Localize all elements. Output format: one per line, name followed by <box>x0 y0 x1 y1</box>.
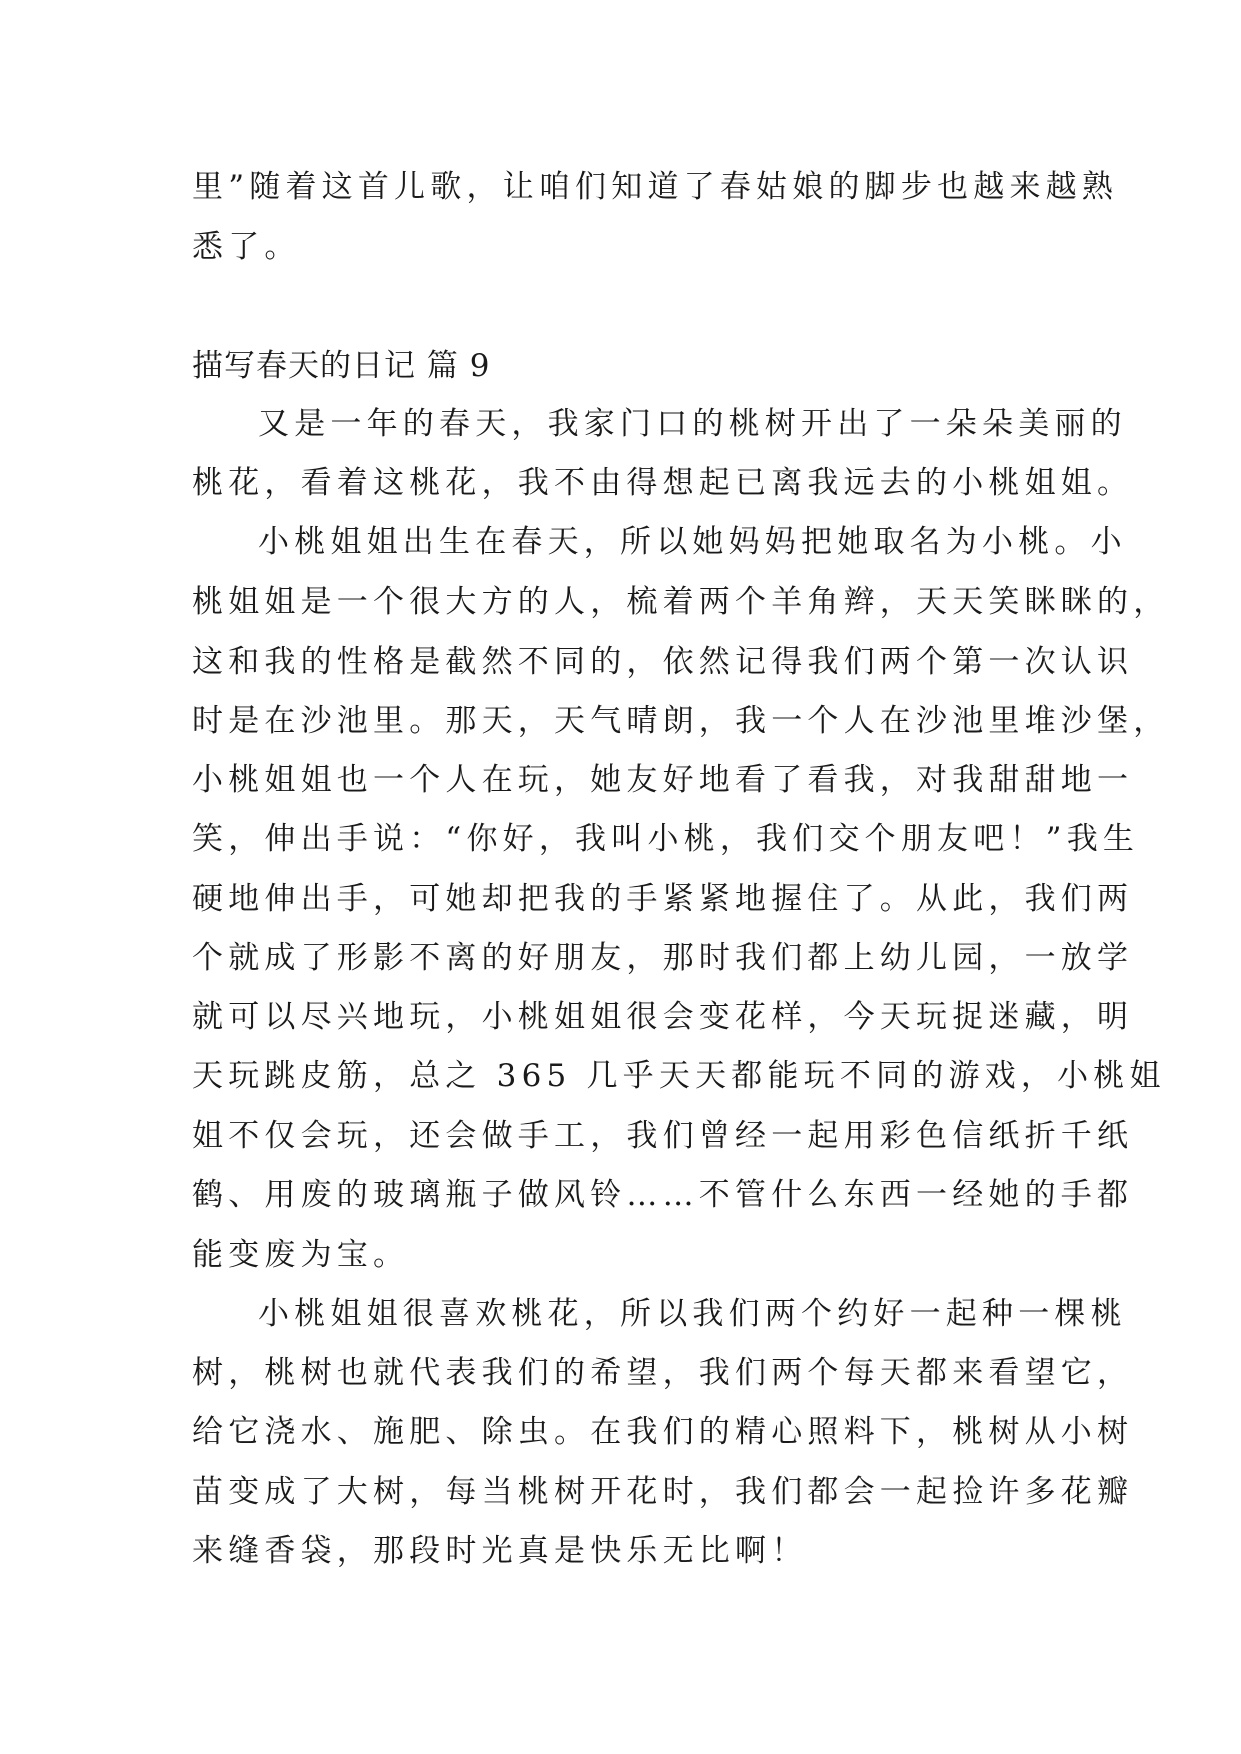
paragraph-2-line-11: 姐不仅会玩，还会做手工，我们曾经一起用彩色信纸折千纸 <box>192 1118 1134 1154</box>
paragraph-2-line-5: 小桃姐姐也一个人在玩，她友好地看了看我，对我甜甜地一 <box>192 762 1134 798</box>
paragraph-3-line-1: 小桃姐姐很喜欢桃花，所以我们两个约好一起种一棵桃 <box>258 1296 1127 1332</box>
paragraph-2-line-10: 天玩跳皮筋，总之 365 几乎天天都能玩不同的游戏，小桃姐 <box>192 1058 1166 1094</box>
intro-line-1: 里”随着这首儿歌，让咱们知道了春姑娘的脚步也越来越熟 <box>192 169 1119 205</box>
paragraph-2-line-9: 就可以尽兴地玩，小桃姐姐很会变花样，今天玩捉迷藏，明 <box>192 999 1134 1035</box>
section-heading: 描写春天的日记 篇 9 <box>192 348 491 384</box>
paragraph-2-line-6: 笑，伸出手说：“你好，我叫小桃，我们交个朋友吧！”我生 <box>192 821 1140 857</box>
intro-line-2: 悉了。 <box>192 229 301 265</box>
paragraph-1-line-2: 桃花，看着这桃花，我不由得想起已离我远去的小桃姐姐。 <box>192 465 1134 501</box>
paragraph-3-line-3: 给它浇水、施肥、除虫。在我们的精心照料下，桃树从小树 <box>192 1414 1134 1450</box>
paragraph-3-line-4: 苗变成了大树，每当桃树开花时，我们都会一起捡许多花瓣 <box>192 1474 1134 1510</box>
paragraph-3-line-2: 树，桃树也就代表我们的希望，我们两个每天都来看望它， <box>192 1355 1134 1391</box>
paragraph-2-line-4: 时是在沙池里。那天，天气晴朗，我一个人在沙池里堆沙堡， <box>192 703 1170 739</box>
paragraph-2-line-2: 桃姐姐是一个很大方的人，梳着两个羊角辫，天天笑眯眯的， <box>192 584 1170 620</box>
paragraph-2-line-13: 能变废为宝。 <box>192 1237 410 1273</box>
paragraph-2-line-1: 小桃姐姐出生在春天，所以她妈妈把她取名为小桃。小 <box>258 524 1127 560</box>
paragraph-2-line-3: 这和我的性格是截然不同的，依然记得我们两个第一次认识 <box>192 644 1134 680</box>
paragraph-2-line-8: 个就成了形影不离的好朋友，那时我们都上幼儿园，一放学 <box>192 940 1134 976</box>
paragraph-2-line-7: 硬地伸出手，可她却把我的手紧紧地握住了。从此，我们两 <box>192 881 1134 917</box>
paragraph-2-line-12: 鹤、用废的玻璃瓶子做风铃……不管什么东西一经她的手都 <box>192 1177 1134 1213</box>
paragraph-3-line-5: 来缝香袋，那段时光真是快乐无比啊！ <box>192 1533 808 1569</box>
paragraph-1-line-1: 又是一年的春天，我家门口的桃树开出了一朵朵美丽的 <box>258 406 1127 442</box>
